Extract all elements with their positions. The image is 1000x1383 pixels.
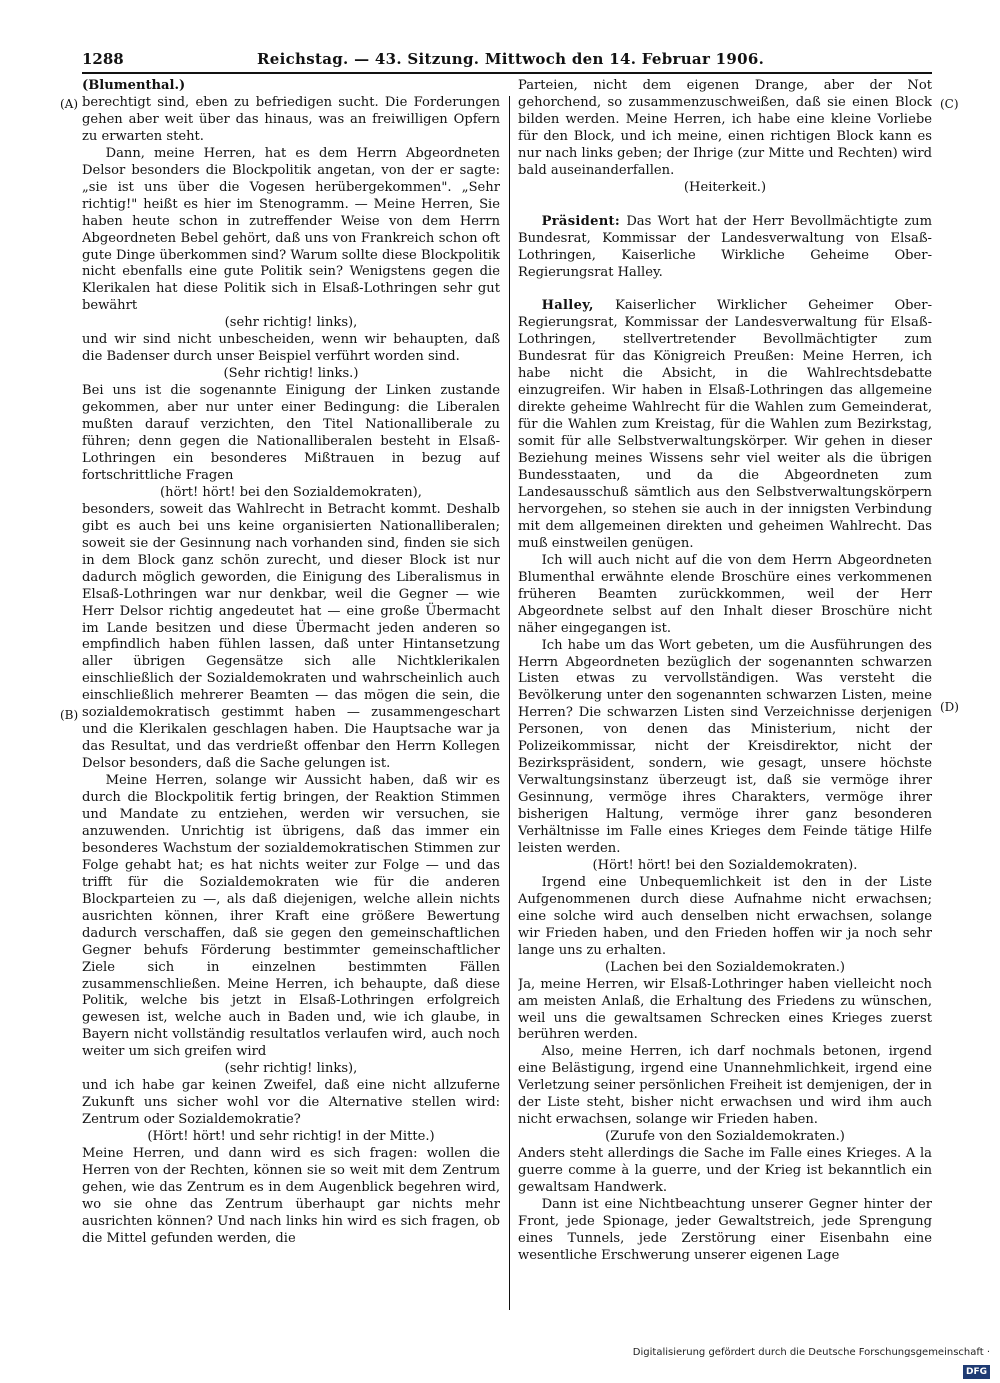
paragraph: und ich habe gar keinen Zweifel, daß eine nicht allzuferne Zukunft uns sicher wohl vor die Alternative stellen wird: Zentrum oder Sozialdemokratie? bbox=[82, 1078, 500, 1128]
paragraph-text: Das Wort hat der Herr Bevollmächtigte zum Bundesrat, Kommissar der Landesverwaltung von Elsaß-Lothringen, Kaiserliche Wirkliche Geheime Ober-Regierungsrat Halley. bbox=[518, 213, 932, 280]
interjection: (sehr richtig! links), bbox=[224, 1061, 358, 1077]
paragraph: und wir sind nicht unbescheiden, wenn wir behaupten, daß die Badenser durch unser Beispiel verführt worden sind. bbox=[82, 332, 500, 365]
digitization-footer bbox=[600, 1343, 990, 1377]
margin-marker-b: (B) bbox=[60, 708, 79, 722]
interjection: (sehr richtig! links), bbox=[224, 315, 358, 331]
interjection: (Hört! hört! bei den Sozialdemokraten). bbox=[592, 857, 858, 873]
footer-text: Digitalisierung gefördert durch die Deutsche Forschungsgemeinschaft · bbox=[632, 1347, 990, 1358]
interjection: (Lachen bei den Sozialdemokraten.) bbox=[604, 959, 845, 975]
page-header bbox=[82, 48, 932, 74]
paragraph: Ja, meine Herren, wir Elsaß-Lothringer haben vielleicht noch am meisten Anlaß, die Erhaltung des Friedens zu wünschen, weil uns die gewaltsamen Schrecken eines Krieges zuerst berühren werden. bbox=[518, 976, 932, 1043]
paragraph-text: Kaiserlicher Wirklicher Geheimer Ober-Regierungsrat, Kommissar der Landesverwaltung für Elsaß-Lothringen, stellvertretender Bevollmächtigter zum Bundesrat für das Königreich Preußen: Meine Herren, ich habe nicht die Absicht, in die Wahlrechtsdebatte einzugreifen. Wir haben in Elsaß-Lothringen das allgemeine direkte geheime Wahlrecht für die Wahlen zum Gemeinderat, für die Wahlen zum Kreistag, für die Wahlen zum Bezirkstag, somit für alle Selbstverwaltungskörper. Wir gehen in dieser Beziehung meines Wissens sehr viel weiter als die übrigen Bundesstaaten, und da die Abgeordneten zum Landesausschuß sämtlich aus den Selbstverwaltungskörpern hervorgehen, so stehen sie auch in der innigsten Verbindung mit dem allgemeinen direkten und geheimen Wahlrecht. Das muß einstweilen genügen. bbox=[518, 298, 932, 551]
right-column bbox=[518, 78, 932, 1310]
paragraph: Meine Herren, solange wir Aussicht haben, daß wir es durch die Blockpolitik fertig bringen, der Reaktion Stimmen und Mandate zu entziehen, werden wir versuchen, sie anzuwenden. Unrichtig ist übrigens, daß das immer ein besonderes Wachstum der sozialdemokratischen Stimmen zur Folge gehabt hat; es hat nichts weiter zur Folge — und das trifft für die Sozialdemokraten wie für die anderen Blockparteien zu —, als daß diejenigen, welche allein nichts ausrichten können, ihrer Kraft eine größere Bewertung dadurch verschaffen, daß sie gegen den gemeinschaftlichen Gegner behufs Förderung bestimmter gemeinschaftlicher Ziele sich in einzelnen bestimmten Fällen zusammenschließen. Meine Herren, ich behaupte, daß diese Politik, welche bis jetzt in Elsaß-Lothringen erfolgreich gewesen ist, welche auch in Baden und, wie ich glaube, in Bayern nicht vollständig resultatlos verlaufen wird, auch noch weiter um sich greifen wird bbox=[82, 773, 500, 1060]
left-column bbox=[82, 78, 500, 1310]
paragraph: besonders, soweit das Wahlrecht in Betracht kommt. Deshalb gibt es auch bei uns keine organisierten Nationalliberalen; soweit sie der Gesinnung nach vorhanden sind, finden sie sich in dem Block ganz schön zurecht, und dieser Block ist nur dadurch möglich geworden, die Einigung des Liberalismus in Elsaß-Lothringen war nur denkbar, weil die Gegner — wie Herr Delsor richtig angedeutet hat — eine große Übermacht im Lande besitzen und diese Übermacht jeden anderen so empfindlich haben fühlen lassen, daß unter Hintansetzung aller übrigen Gegensätze sich alle Nichtklerikalen einschließlich der Sozialdemokraten und wahrscheinlich auch einschließlich mehrerer Beamten — das mögen die sein, die sozialdemokratisch gestimmt haben — zusammengeschart und die Klerikalen geschlagen haben. Die Hauptsache war ja das Resultat, und das verdrießt offenbar den Herrn Kollegen Delsor besonders, daß die Sache gelungen ist. bbox=[82, 501, 500, 772]
speaker-tag: (Blumenthal.) bbox=[82, 78, 186, 93]
paragraph: Parteien, nicht dem eigenen Drange, aber der Not gehorchend, so zusammenzuschweißen, daß sie einen Block bilden werden. Meine Herren, ich habe eine kleine Vorliebe für den Block, und ich meine, einen richtigen Block kann es nur nach links geben; der Ihrige (zur Mitte und Rechten) wird bald auseinanderfallen. bbox=[518, 78, 932, 178]
dfg-logo: DFG bbox=[963, 1365, 990, 1379]
paragraph: Dann, meine Herren, hat es dem Herrn Abgeordneten Delsor besonders die Blockpolitik angetan, von der er sagte: „sie ist uns über die Vogesen herübergekommen". „Sehr richtig!" heißt es hier im Stenogramm. — Meine Herren, Sie haben heute schon in zutreffender Weise von dem Herrn Abgeordneten Bebel gehört, daß uns von Frankreich schon oft gute Dinge überkommen sind? Warum sollte diese Blockpolitik nicht ebenfalls eine gute Politik sein? Wenigstens gegen die Klerikalen hat diese Politik sich in Elsaß-Lothringen sehr gut bewährt bbox=[82, 145, 500, 314]
interjection: (Hört! hört! und sehr richtig! in der Mitte.) bbox=[147, 1129, 435, 1145]
margin-marker-d: (D) bbox=[940, 700, 959, 714]
paragraph: Also, meine Herren, ich darf nochmals betonen, irgend eine Belästigung, irgend eine Unannehmlichkeit, irgend eine Verletzung seiner persönlichen Freiheit ist demjenigen, der in der Liste steht, bisher nicht erwachsen und wird ihm auch nicht erwachsen, solange wir Frieden haben. bbox=[518, 1044, 932, 1128]
running-title: Reichstag. — 43. Sitzung. Mittwoch den 14. Februar 1906. bbox=[257, 50, 765, 68]
paragraph: Meine Herren, und dann wird es sich fragen: wollen die Herren von der Rechten, können sie so weit mit dem Zentrum gehen, wie das Zentrum es in dem Augenblick begehren wird, wo sie ohne das Zentrum überhaupt gar nichts mehr ausrichten können? Und nach links hin wird es sich fragen, ob die Mittel gefunden werden, die bbox=[82, 1146, 500, 1246]
interjection: (Heiterkeit.) bbox=[683, 179, 767, 195]
page-number: 1288 bbox=[82, 50, 124, 68]
paragraph: Anders steht allerdings die Sache im Falle eines Krieges. A la guerre comme à la guerre, und der Krieg ist bekanntlich ein gewaltsam Handwerk. bbox=[518, 1146, 932, 1196]
margin-marker-a: (A) bbox=[60, 97, 79, 111]
paragraph: Irgend eine Unbequemlichkeit ist den in der Liste Aufgenommenen durch diese Aufnahme nicht erwachsen; eine solche wird auch denselben nicht erwachsen, solange wir Frieden haben, und den Frieden hoffen wir ja noch sehr lange uns zu erhalten. bbox=[518, 874, 932, 958]
paragraph: Dann ist eine Nichtbeachtung unserer Gegner hinter der Front, jede Spionage, jeder Gewaltstreich, jede Sprengung eines Tunnels, jede Zerstörung einer Eisenbahn eine wesentliche Erschwerung unserer eigenen Lage bbox=[518, 1197, 932, 1263]
president-paragraph bbox=[518, 214, 932, 282]
interjection: (Zurufe von den Sozialdemokraten.) bbox=[605, 1129, 845, 1145]
speaker-halley: Halley, bbox=[541, 298, 594, 314]
paragraph: berechtigt sind, eben zu befriedigen sucht. Die Forderungen gehen aber weit über das hinaus, was an freiwilligen Opfern zu erwarten steht. bbox=[82, 94, 500, 144]
paragraph: Ich habe um das Wort gebeten, um die Ausführungen des Herrn Abgeordneten bezüglich der sogenannten schwarzen Listen etwas zu vervollständigen. Was versteht die Bevölkerung unter den sogenannten schwarzen Listen, meine Herren? Die schwarzen Listen sind Verzeichnisse derjenigen Personen, von denen das Ministerium, nicht der Polizeikommissar, nicht der Kreisdirektor, nicht der Bezirkspräsident, sondern, wie gesagt, unsere höchste Verwaltungsinstanz überzeugt ist, daß sie vermöge ihrer Gesinnung, vermöge ihres Charakters, vermöge ihrer bisherigen Haltung, vermöge ihrer ganz besonderen Verhältnisse im Falle eines Krieges dem Feinde tätige Hilfe leisten werden. bbox=[518, 637, 932, 856]
header-rule bbox=[82, 72, 932, 74]
spacer bbox=[518, 197, 932, 214]
interjection: (hört! hört! bei den Sozialdemokraten), bbox=[160, 484, 422, 500]
margin-marker-c: (C) bbox=[940, 97, 959, 111]
interjection: (Sehr richtig! links.) bbox=[223, 366, 359, 382]
halley-paragraph bbox=[518, 298, 932, 552]
speaker-president: Präsident: bbox=[541, 213, 621, 229]
spacer bbox=[518, 281, 932, 298]
column-divider bbox=[509, 96, 510, 1310]
paragraph: Ich will auch nicht auf die von dem Herrn Abgeordneten Blumenthal erwähnte elende Broschüre eines verkommenen früheren Beamten zurückkommen, weil der Herr Abgeordnete selbst auf den Inhalt dieser Broschüre nicht näher eingegangen ist. bbox=[518, 552, 932, 636]
paragraph: Bei uns ist die sogenannte Einigung der Linken zustande gekommen, aber nur unter einer Bedingung: die Liberalen mußten darauf verzichten, den Titel Nationalliberale zu führen; denn gegen die Nationalliberalen besteht in Elsaß-Lothringen ein besonderes Mißtrauen in bezug auf fortschrittliche Fragen bbox=[82, 383, 500, 483]
